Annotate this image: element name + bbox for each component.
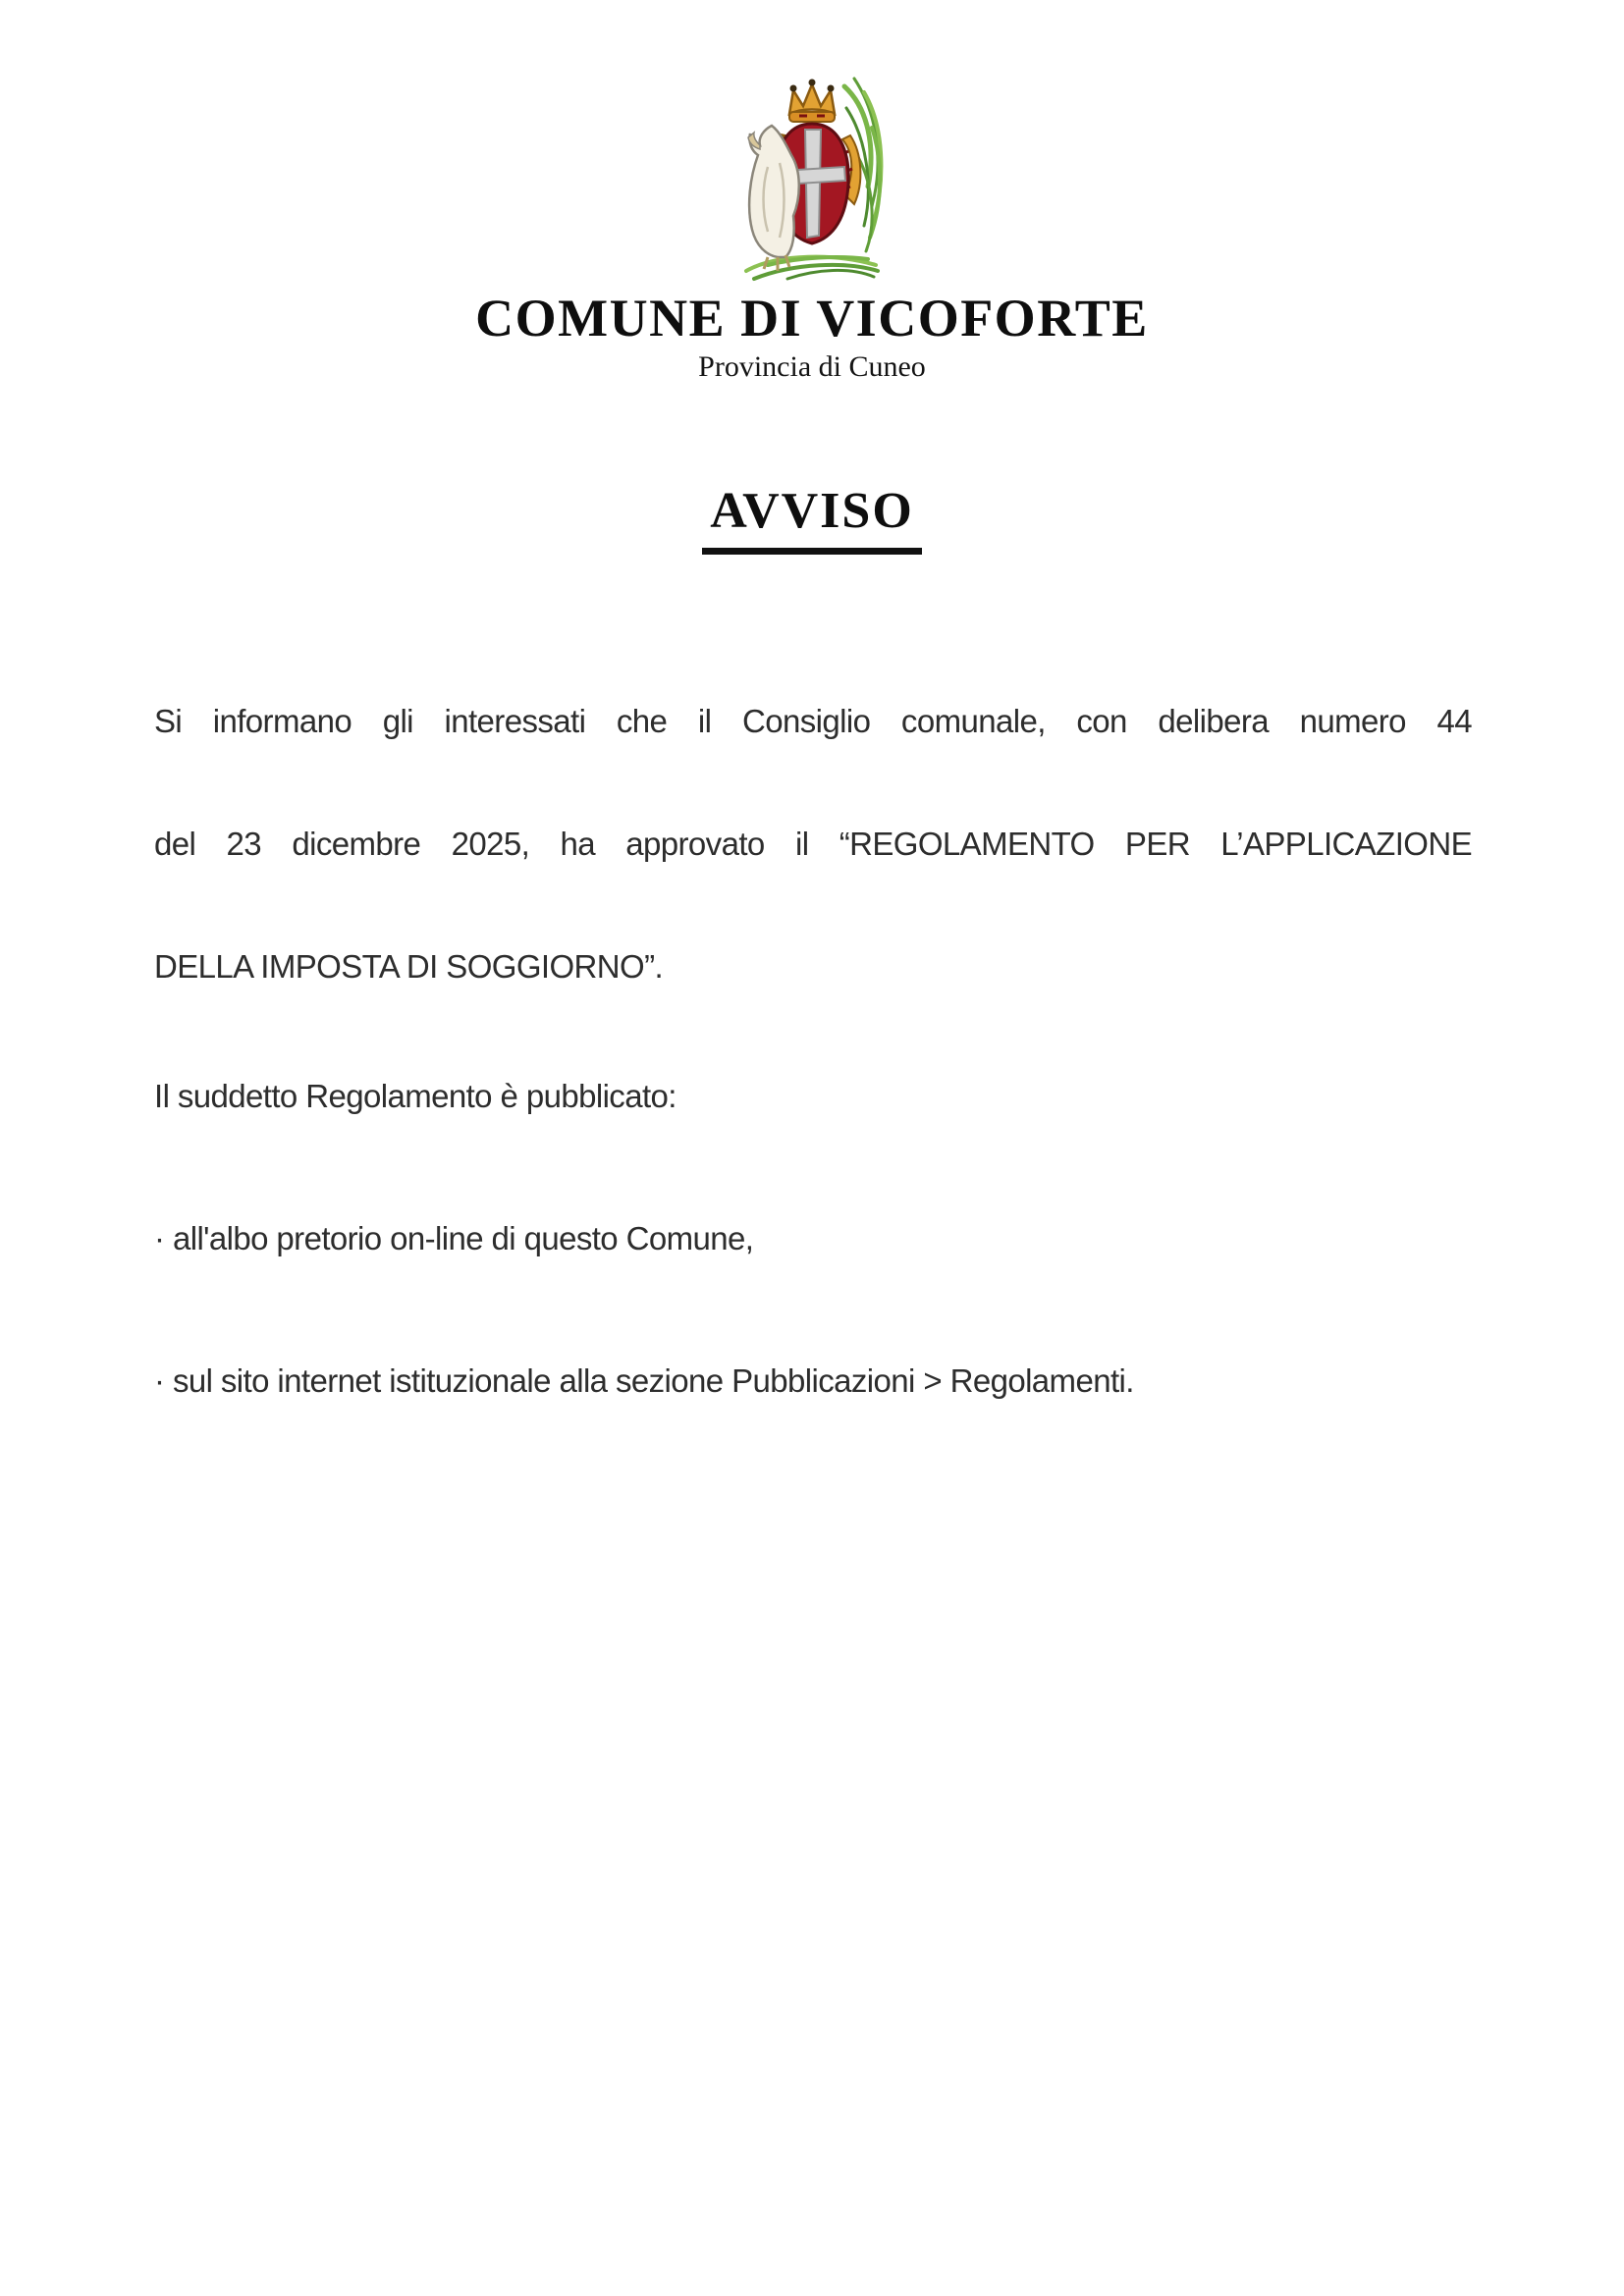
coat-of-arms-svg	[729, 69, 895, 283]
municipality-name: COMUNE DI VICOFORTE	[475, 289, 1149, 347]
crest-leaves-right	[844, 79, 881, 251]
document-header	[0, 69, 1624, 385]
notice-title-row	[0, 483, 1624, 555]
notice-title: AVVISO	[702, 483, 922, 555]
paragraph1-line2: del 23 dicembre 2025, ha approvato il “REGOLAMENTO PER L’APPLICAZIONE	[154, 826, 1472, 862]
crest-crown	[789, 80, 835, 123]
bullet-item-sito: · sul sito internet istituzionale alla sezione Pubblicazioni > Regolamenti.	[154, 1362, 1134, 1399]
notice-body	[0, 702, 1624, 1401]
paragraph1-line3: DELLA IMPOSTA DI SOGGIORNO”.	[154, 948, 664, 985]
paragraph1-line1: Si informano gli interessati che il Consiglio comunale, con delibera numero 44	[154, 703, 1472, 739]
paragraph2: Il suddetto Regolamento è pubblicato:	[154, 1078, 677, 1114]
province-name: Provincia di Cuneo	[698, 350, 926, 383]
coat-of-arms-icon	[0, 69, 1624, 283]
bullet-item-albo: · all'albo pretorio on-line di questo Comune,	[154, 1220, 754, 1256]
